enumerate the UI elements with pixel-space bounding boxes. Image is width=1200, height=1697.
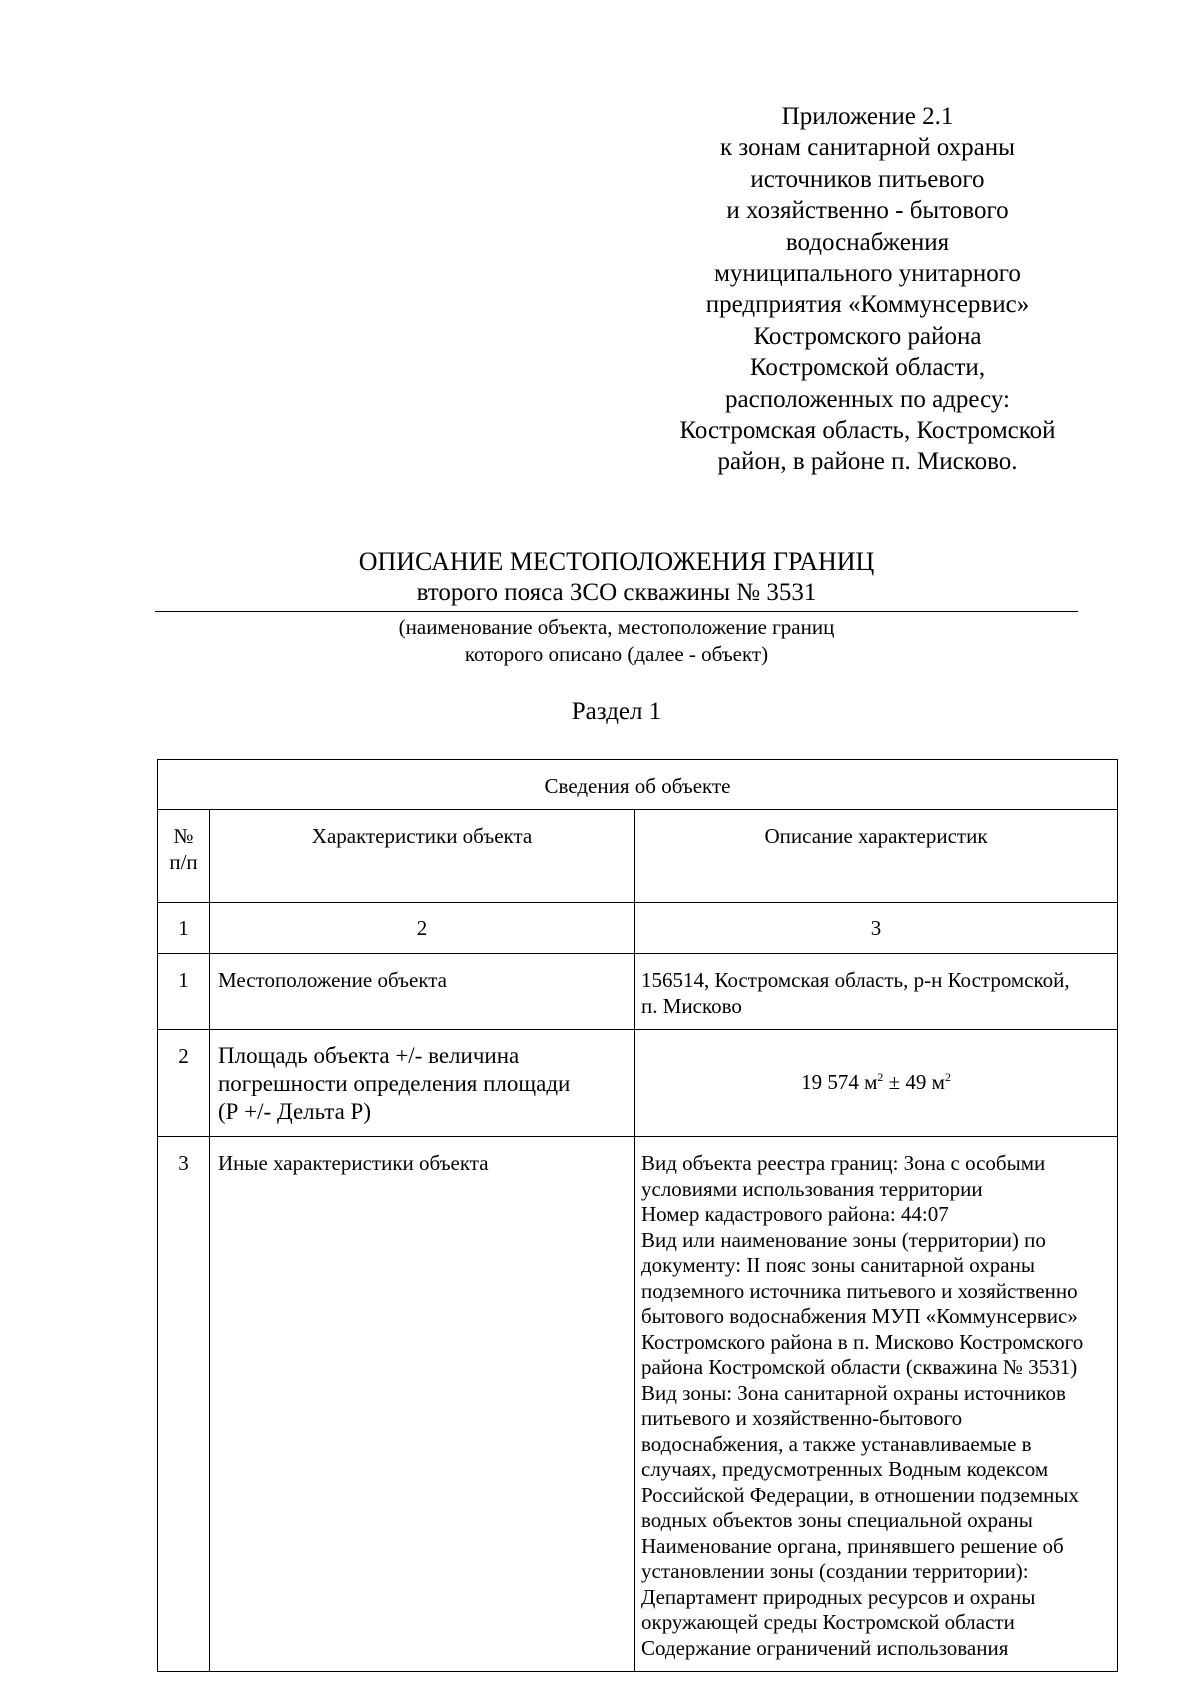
row-characteristic: Местоположение объекта xyxy=(210,954,635,1030)
appendix-line: к зонам санитарной охраны xyxy=(720,134,1015,162)
description-line: Департамент природных ресурсов и охраны xyxy=(641,1584,1036,1609)
appendix-line: Костромской области, xyxy=(749,354,986,382)
appendix-line: предприятия «Коммунсервис» xyxy=(705,291,1030,319)
appendix-line: Приложение 2.1 xyxy=(781,103,954,130)
header-num xyxy=(158,810,210,903)
characteristic-line: погрешности определения площади xyxy=(218,1071,571,1096)
area-value: 19 574 м xyxy=(801,1070,878,1095)
row-description xyxy=(635,1137,1118,1672)
row-num: 3 xyxy=(158,1137,210,1672)
area-unit-sup: 2 xyxy=(944,1070,951,1085)
area-unit-sup: 2 xyxy=(877,1070,884,1085)
description-line: Номер кадастрового района: 44:07 xyxy=(641,1202,949,1226)
header-num-line: п/п xyxy=(169,849,198,874)
index-cell: 2 xyxy=(210,903,635,954)
appendix-line: муниципального унитарного xyxy=(714,260,1021,288)
table-row xyxy=(158,954,1118,1030)
description-line: питьевого и хозяйственно-бытового xyxy=(641,1406,963,1430)
description-line: установлении зоны (создании территории): xyxy=(641,1559,1029,1583)
table-header-row xyxy=(158,810,1118,903)
characteristic-line: Площадь объекта +/- величина xyxy=(218,1043,520,1068)
table-row xyxy=(158,1030,1118,1137)
row-characteristic: Иные характеристики объекта xyxy=(210,1137,635,1672)
table-caption-row xyxy=(158,760,1118,810)
table-index-row xyxy=(158,903,1118,954)
description-line: Костромского района в п. Мисково Костромского xyxy=(641,1329,1084,1354)
object-info-table xyxy=(157,759,1118,1672)
title-note xyxy=(155,614,1078,668)
appendix-line: Костромского района xyxy=(753,322,982,350)
row-num: 2 xyxy=(158,1030,210,1137)
description-line: Российской Федерации, в отношении подземных xyxy=(641,1482,1080,1507)
characteristic-line: (Р +/- Дельта Р) xyxy=(218,1099,371,1124)
row-description xyxy=(635,954,1118,1030)
header-description: Описание характеристик xyxy=(635,810,1118,903)
description-line: водоснабжения, а также устанавливаемые в xyxy=(641,1431,1032,1456)
description-line: Содержание ограничений использования xyxy=(641,1635,1009,1660)
title-note-line: (наименование объекта, местоположение границ xyxy=(398,615,835,639)
appendix-line: расположенных по адресу: xyxy=(725,385,1010,413)
header-num-line: № xyxy=(173,824,194,848)
title-underline xyxy=(155,611,1078,612)
description-line: окружающей среды Костромской области xyxy=(641,1610,1015,1634)
appendix-line: район, в районе п. Мисково. xyxy=(717,448,1018,476)
table-caption-text: Сведения об объекте xyxy=(544,773,731,798)
appendix-line: Костромская область, Костромской xyxy=(679,417,1056,445)
area-error: ± 49 м xyxy=(883,1070,945,1095)
description-line: условиями использования территории xyxy=(641,1176,983,1201)
appendix-line: водоснабжения xyxy=(785,228,950,256)
index-cell: 3 xyxy=(635,903,1118,954)
document-title-block xyxy=(155,546,1078,609)
appendix-line: источников питьевого xyxy=(750,165,985,193)
document-title: ОПИСАНИЕ МЕСТОПОЛОЖЕНИЯ ГРАНИЦ xyxy=(358,547,875,576)
header-characteristics: Характеристики объекта xyxy=(210,810,635,903)
description-line: 156514, Костромская область, р-н Костромской, xyxy=(641,968,1070,992)
table-row xyxy=(158,1137,1118,1672)
description-line: Вид зоны: Зона санитарной охраны источников xyxy=(641,1380,1066,1405)
description-line: Вид объекта реестра границ: Зона с особыми xyxy=(641,1151,1046,1175)
section-title: Раздел 1 xyxy=(571,698,662,725)
description-line: района Костромской области (скважина № 3531) xyxy=(641,1355,1078,1379)
description-line: документу: II пояс зоны санитарной охраны xyxy=(641,1253,1035,1277)
description-line: случаях, предусмотренных Водным кодексом xyxy=(641,1457,1049,1481)
table-caption xyxy=(158,760,1118,810)
description-line: подземного источника питьевого и хозяйственно xyxy=(641,1278,1078,1303)
row-num: 1 xyxy=(158,954,210,1030)
description-line: бытового водоснабжения МУП «Коммунсервис» xyxy=(641,1304,1078,1328)
index-cell: 1 xyxy=(158,903,210,954)
description-line: Наименование органа, принявшего решение об xyxy=(641,1533,1064,1558)
appendix-header xyxy=(630,101,1105,478)
appendix-line: и хозяйственно - бытового xyxy=(726,197,1009,225)
description-line: Вид или наименование зоны (территории) по xyxy=(641,1227,1046,1252)
row-characteristic xyxy=(210,1030,635,1137)
row-description-area xyxy=(635,1030,1118,1137)
description-line: п. Мисково xyxy=(641,993,742,1018)
description-line: водных объектов зоны специальной охраны xyxy=(641,1508,1033,1532)
title-note-line: которого описано (далее - объект) xyxy=(464,642,769,666)
document-subtitle: второго пояса ЗСО скважины № 3531 xyxy=(416,579,817,606)
